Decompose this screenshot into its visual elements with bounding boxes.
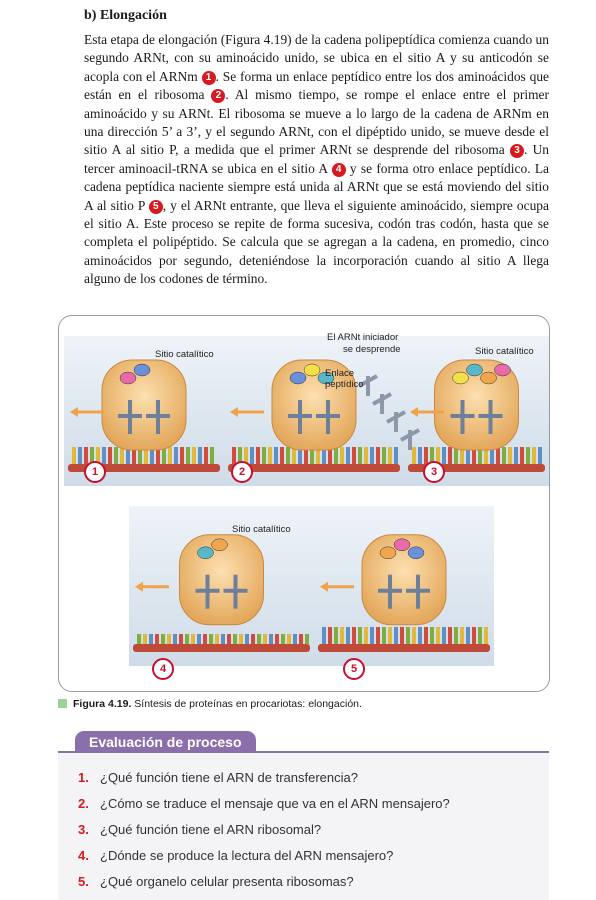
question-text: ¿Qué función tiene el ARN ribosomal? <box>100 822 322 837</box>
mrna-base <box>275 634 279 644</box>
mrna-base <box>412 447 416 464</box>
mrna-base <box>340 627 344 644</box>
mrna-base <box>436 627 440 644</box>
caption-bullet-icon <box>58 699 67 708</box>
mrna-base <box>108 447 112 464</box>
label-se-desprende: se desprende <box>343 344 401 355</box>
mrna-base <box>167 634 171 644</box>
mrna-base <box>448 447 452 464</box>
mrna-base <box>442 627 446 644</box>
mrna-base <box>388 447 392 464</box>
question-5 <box>78 874 354 889</box>
mrna-base <box>400 627 404 644</box>
mrna-strand <box>318 644 490 652</box>
mrna-base <box>286 447 290 464</box>
step-number-icon: 5 <box>149 200 163 214</box>
mrna-base <box>262 447 266 464</box>
mrna-base <box>120 447 124 464</box>
mrna-strand <box>133 644 310 652</box>
mrna-base <box>143 634 147 644</box>
mrna-base <box>358 447 362 464</box>
mrna-base <box>174 447 178 464</box>
mrna-base <box>191 634 195 644</box>
mrna-base <box>406 627 410 644</box>
mrna-base <box>526 447 530 464</box>
mrna-base <box>454 627 458 644</box>
question-3 <box>78 822 321 837</box>
mrna-base <box>418 447 422 464</box>
mrna-base <box>442 447 446 464</box>
mrna-base <box>322 627 326 644</box>
mrna-base <box>268 447 272 464</box>
mrna-base <box>269 634 273 644</box>
ribosome-panel-2 <box>224 336 404 486</box>
label-enlace: Enlace <box>325 368 355 379</box>
mrna-base <box>251 634 255 644</box>
mrna-base <box>72 447 76 464</box>
mrna-base <box>394 627 398 644</box>
figure-caption <box>58 698 362 710</box>
evaluation-title: Evaluación de proceso <box>75 731 256 753</box>
question-text: ¿Qué función tiene el ARN de transferencia? <box>100 770 358 785</box>
step-marker-5: 5 <box>343 658 365 680</box>
question-text: ¿Cómo se traduce el mensaje que va en el ARN mensajero? <box>100 796 450 811</box>
mrna-base <box>514 447 518 464</box>
mrna-base <box>198 447 202 464</box>
mrna-base <box>186 447 190 464</box>
mrna-base <box>250 447 254 464</box>
mrna-base <box>334 627 338 644</box>
mrna-base <box>532 447 536 464</box>
mrna-base <box>478 627 482 644</box>
mrna-base <box>346 627 350 644</box>
mrna-base <box>412 627 416 644</box>
amino-acid-icon <box>290 372 306 384</box>
question-2 <box>78 796 450 811</box>
amino-acid-icon <box>120 372 136 384</box>
caption-label: Figura 4.19. <box>73 698 132 710</box>
mrna-base <box>328 627 332 644</box>
mrna-base <box>370 627 374 644</box>
step-number-icon: 3 <box>510 144 524 158</box>
step-marker-3: 3 <box>423 461 445 483</box>
mrna-base <box>430 627 434 644</box>
label-arnt-iniciador: El ARNt iniciador <box>327 332 399 343</box>
mrna-base <box>352 627 356 644</box>
mrna-base <box>370 447 374 464</box>
question-number: 3. <box>78 822 89 837</box>
mrna-base <box>334 447 338 464</box>
mrna-base <box>84 447 88 464</box>
mrna-base <box>538 447 542 464</box>
mrna-base <box>281 634 285 644</box>
mrna-base <box>256 447 260 464</box>
mrna-base <box>448 627 452 644</box>
mrna-base <box>227 634 231 644</box>
mrna-base <box>185 634 189 644</box>
mrna-base <box>274 447 278 464</box>
figure-elongation <box>58 315 550 692</box>
question-number: 2. <box>78 796 89 811</box>
mrna-base <box>263 634 267 644</box>
step-number-icon: 2 <box>211 89 225 103</box>
section-title: b) Elongación <box>84 8 167 23</box>
mrna-base <box>299 634 303 644</box>
label-sitio-catalitico-1: Sitio catalítico <box>155 349 214 360</box>
mrna-base <box>155 634 159 644</box>
mrna-base <box>364 627 368 644</box>
mrna-base <box>305 634 309 644</box>
mrna-base <box>496 447 500 464</box>
amino-acid-icon <box>198 547 214 559</box>
amino-acid-icon <box>304 364 320 376</box>
label-sitio-catalitico-3: Sitio catalítico <box>475 346 534 357</box>
mrna-base <box>179 634 183 644</box>
amino-acid-icon <box>495 364 511 376</box>
mrna-base <box>364 447 368 464</box>
mrna-base <box>78 447 82 464</box>
question-1 <box>78 770 358 785</box>
mrna-base <box>484 627 488 644</box>
mrna-base <box>358 627 362 644</box>
question-number: 5. <box>78 874 89 889</box>
question-text: ¿Qué organelo celular presenta ribosomas? <box>100 874 354 889</box>
amino-acid-icon <box>453 372 469 384</box>
label-sitio-catalitico-4: Sitio catalítico <box>232 524 291 535</box>
mrna-base <box>466 627 470 644</box>
mrna-base <box>192 447 196 464</box>
mrna-base <box>137 634 141 644</box>
mrna-base <box>149 634 153 644</box>
mrna-base <box>418 627 422 644</box>
step-number-icon: 1 <box>202 71 216 85</box>
step-marker-2: 2 <box>231 461 253 483</box>
mrna-base <box>376 627 380 644</box>
caption-text: Síntesis de proteínas en procariotas: elongación. <box>131 698 362 710</box>
figure-illustration <box>59 316 549 691</box>
ribosome-panel-5 <box>314 506 494 666</box>
mrna-base <box>508 447 512 464</box>
amino-acid-icon <box>408 547 424 559</box>
mrna-base <box>280 447 284 464</box>
mrna-base <box>352 447 356 464</box>
mrna-base <box>173 634 177 644</box>
amino-acid-icon <box>134 364 150 376</box>
mrna-base <box>114 447 118 464</box>
mrna-base <box>233 634 237 644</box>
mrna-base <box>293 634 297 644</box>
mrna-base <box>424 447 428 464</box>
mrna-base <box>203 634 207 644</box>
mrna-base <box>287 634 291 644</box>
amino-acid-icon <box>394 539 410 551</box>
mrna-base <box>180 447 184 464</box>
amino-acid-icon <box>467 364 483 376</box>
mrna-base <box>102 447 106 464</box>
mrna-base <box>232 447 236 464</box>
mrna-base <box>245 634 249 644</box>
mrna-base <box>388 627 392 644</box>
amino-acid-icon <box>380 547 396 559</box>
mrna-base <box>197 634 201 644</box>
question-4 <box>78 848 393 863</box>
amino-acid-icon <box>212 539 228 551</box>
question-text: ¿Dónde se produce la lectura del ARN mensajero? <box>100 848 394 863</box>
mrna-base <box>502 447 506 464</box>
mrna-base <box>460 627 464 644</box>
mrna-base <box>204 447 208 464</box>
mrna-base <box>394 447 398 464</box>
mrna-base <box>161 634 165 644</box>
question-number: 4. <box>78 848 89 863</box>
mrna-base <box>424 627 428 644</box>
mrna-base <box>472 627 476 644</box>
body-paragraph: Esta etapa de elongación (Figura 4.19) de la cadena polipeptídica comienza cuando un segundo ARNt, con su aminoácido unido, se ubica en el sitio A y su anticodón se acopla con el ARNm 1 . Se forma un enlace peptídico entre los dos aminoácidos que están en el ribosoma 2 . Al mismo tiempo, se rompe el enlace entre el primer aminoácido y su ARNt. El ribosoma se mueve a lo largo de la cadena de ARNm en una dirección 5’ a 3’, y el segundo ARNt, con el dipéptido unido, se mueve desde el sitio A al sitio P, a medida que el primer ARNt se desprende del ribosoma 3 . Un tercer aminoacil-tRNA se ubica en el sitio A 4 y se forma otro enlace peptídico. La cadena peptídica naciente siempre está unida al ARNt que se está moviendo del sitio A al sitio P 5 , y el ARNt entrante, que lleva el siguiente aminoácido, siempre ocupa el sitio A. Este proceso se repite de forma sucesiva, codón tras codón, hasta que se completa el polipéptido. Se calcula que se agregan a la cadena, en promedio, cinco aminoácidos por segundo, deteniéndose la incorporación cuando al sitio A llega alguno de los codones de término. <box>84 32 549 287</box>
amino-acid-icon <box>481 372 497 384</box>
step-marker-4: 4 <box>152 658 174 680</box>
mrna-base <box>257 634 261 644</box>
mrna-base <box>376 447 380 464</box>
mrna-base <box>215 634 219 644</box>
mrna-base <box>346 447 350 464</box>
question-number: 1. <box>78 770 89 785</box>
mrna-base <box>221 634 225 644</box>
mrna-base <box>520 447 524 464</box>
mrna-base <box>340 447 344 464</box>
mrna-base <box>168 447 172 464</box>
mrna-base <box>239 634 243 644</box>
mrna-base <box>210 447 214 464</box>
step-marker-1: 1 <box>84 461 106 483</box>
mrna-base <box>382 447 386 464</box>
step-number-icon: 4 <box>332 163 346 177</box>
mrna-base <box>209 634 213 644</box>
label-peptidico: peptídico <box>325 379 364 390</box>
mrna-base <box>382 627 386 644</box>
mrna-strand <box>228 464 400 472</box>
